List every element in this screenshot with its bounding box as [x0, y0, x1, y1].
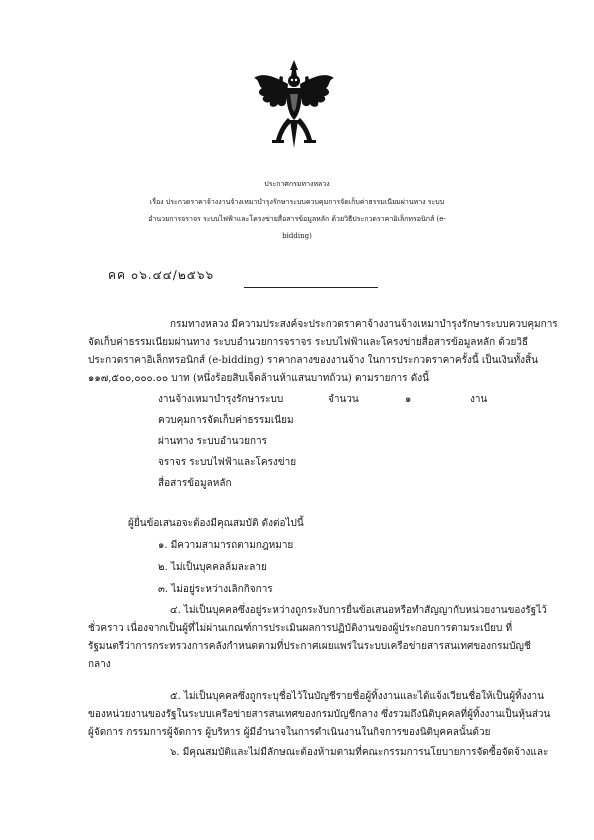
qualification-6-line-1: ๖. มีคุณสมบัติและไม่มีลักษณะต้องห้ามตามที่คณะกรรมการนโยบายการจัดซื้อจัดจ้างและ: [170, 747, 549, 758]
item-line-4: จราจร ระบบไฟฟ้าและโครงข่าย: [158, 457, 297, 468]
garuda-emblem-icon: [252, 58, 336, 150]
qualification-4-line-1: ๔. ไม่เป็นบุคคลซึ่งอยู่ระหว่างถูกระงับการยื่นข้อเสนอหรือทำสัญญากับหน่วยงานของรัฐไว้: [170, 605, 547, 616]
qualification-4-line-4: กลาง: [88, 659, 111, 670]
reference-number: คค ๐๖.๔๔/๒๕๖๖: [108, 268, 215, 282]
paragraph-1-line-1: กรมทางหลวง มีความประสงค์จะประกวดราคาจ้างงานจ้างเหมาบำรุงรักษาระบบควบคุมการ: [170, 319, 558, 330]
qualification-4-line-3: รัฐมนตรีว่าการกระทรวงการคลังกำหนดตามที่ประกาศเผยแพร่ในระบบเครือข่ายสารสนเทศของกรมบัญชี: [88, 641, 531, 652]
qualification-1: ๑. มีความสามารถตามกฎหมาย: [158, 540, 294, 551]
qualification-intro: ผู้ยื่นข้อเสนอจะต้องมีคุณสมบัติ ดังต่อไปนี้: [128, 518, 304, 529]
paragraph-1-line-2: จัดเก็บค่าธรรมเนียมผ่านทาง ระบบอำนวยการจราจร ระบบไฟฟ้าและโครงข่ายสื่อสารข้อมูลหลัก ด้วยวิธี: [88, 337, 529, 348]
qualification-5-line-3: ผู้จัดการ กรรมการผู้จัดการ ผู้บริหาร ผู้มีอำนาจในการดำเนินงานในกิจการของนิติบุคคลนั้นด้วย: [88, 727, 491, 738]
subject-line-1: เรื่อง ประกวดราคาจ้างงานจ้างเหมาบำรุงรักษาระบบควบคุมการจัดเก็บค่าธรรมเนียมผ่านทาง ระบบ: [149, 198, 445, 206]
paragraph-1-line-4: ๑๑๗,๕๐๐,๐๐๐.๐๐ บาท (หนึ่งร้อยสิบเจ็ดล้านห้าแสนบาทถ้วน) ตามรายการ ดังนี้: [88, 373, 429, 384]
item-qty: ๑: [405, 394, 412, 405]
item-line-2: ควบคุมการจัดเก็บค่าธรรมเนียม: [158, 415, 294, 426]
subject-line-3: bidding): [282, 232, 312, 240]
item-line-5: สื่อสารข้อมูลหลัก: [158, 478, 232, 489]
announcement-title: ประกาศกรมทางหลวง: [264, 180, 330, 188]
qualification-3: ๓. ไม่อยู่ระหว่างเลิกกิจการ: [158, 584, 273, 595]
item-unit: งาน: [470, 394, 488, 405]
item-qty-label: จำนวน: [328, 394, 359, 405]
paragraph-1-line-3: ประกวดราคาอิเล็กทรอนิกส์ (e-bidding) ราคากลางของงานจ้าง ในการประกวดราคาครั้งนี้ เป็นเงินทั้งสิ้น: [88, 355, 538, 366]
qualification-5-line-1: ๕. ไม่เป็นบุคคลซึ่งถูกระบุชื่อไว้ในบัญชีรายชื่อผู้ทิ้งงานและได้แจ้งเวียนชื่อให้เป็นผู้ทิ้งงาน: [170, 691, 544, 702]
item-line-1: งานจ้างเหมาบำรุงรักษาระบบ: [158, 394, 284, 405]
qualification-5-line-2: ของหน่วยงานของรัฐในระบบเครือข่ายสารสนเทศของกรมบัญชีกลาง ซึ่งรวมถึงนิติบุคคลที่ผู้ทิ้งงานเป็นหุ้นส่วน: [88, 709, 551, 720]
signature-underline: [244, 287, 378, 288]
subject-line-2: อำนวยการจราจร ระบบไฟฟ้าและโครงข่ายสื่อสารข้อมูลหลัก ด้วยวิธีประกวดราคาอิเล็กทรอนิกส์ (e-: [148, 215, 446, 223]
qualification-4-line-2: ชั่วคราว เนื่องจากเป็นผู้ที่ไม่ผ่านเกณฑ์การประเมินผลการปฏิบัติงานของผู้ประกอบการตามระเบียบ ที่: [88, 623, 513, 634]
qualification-2: ๒. ไม่เป็นบุคคลล้มละลาย: [158, 562, 267, 573]
item-line-3: ผ่านทาง ระบบอำนวยการ: [158, 436, 267, 447]
